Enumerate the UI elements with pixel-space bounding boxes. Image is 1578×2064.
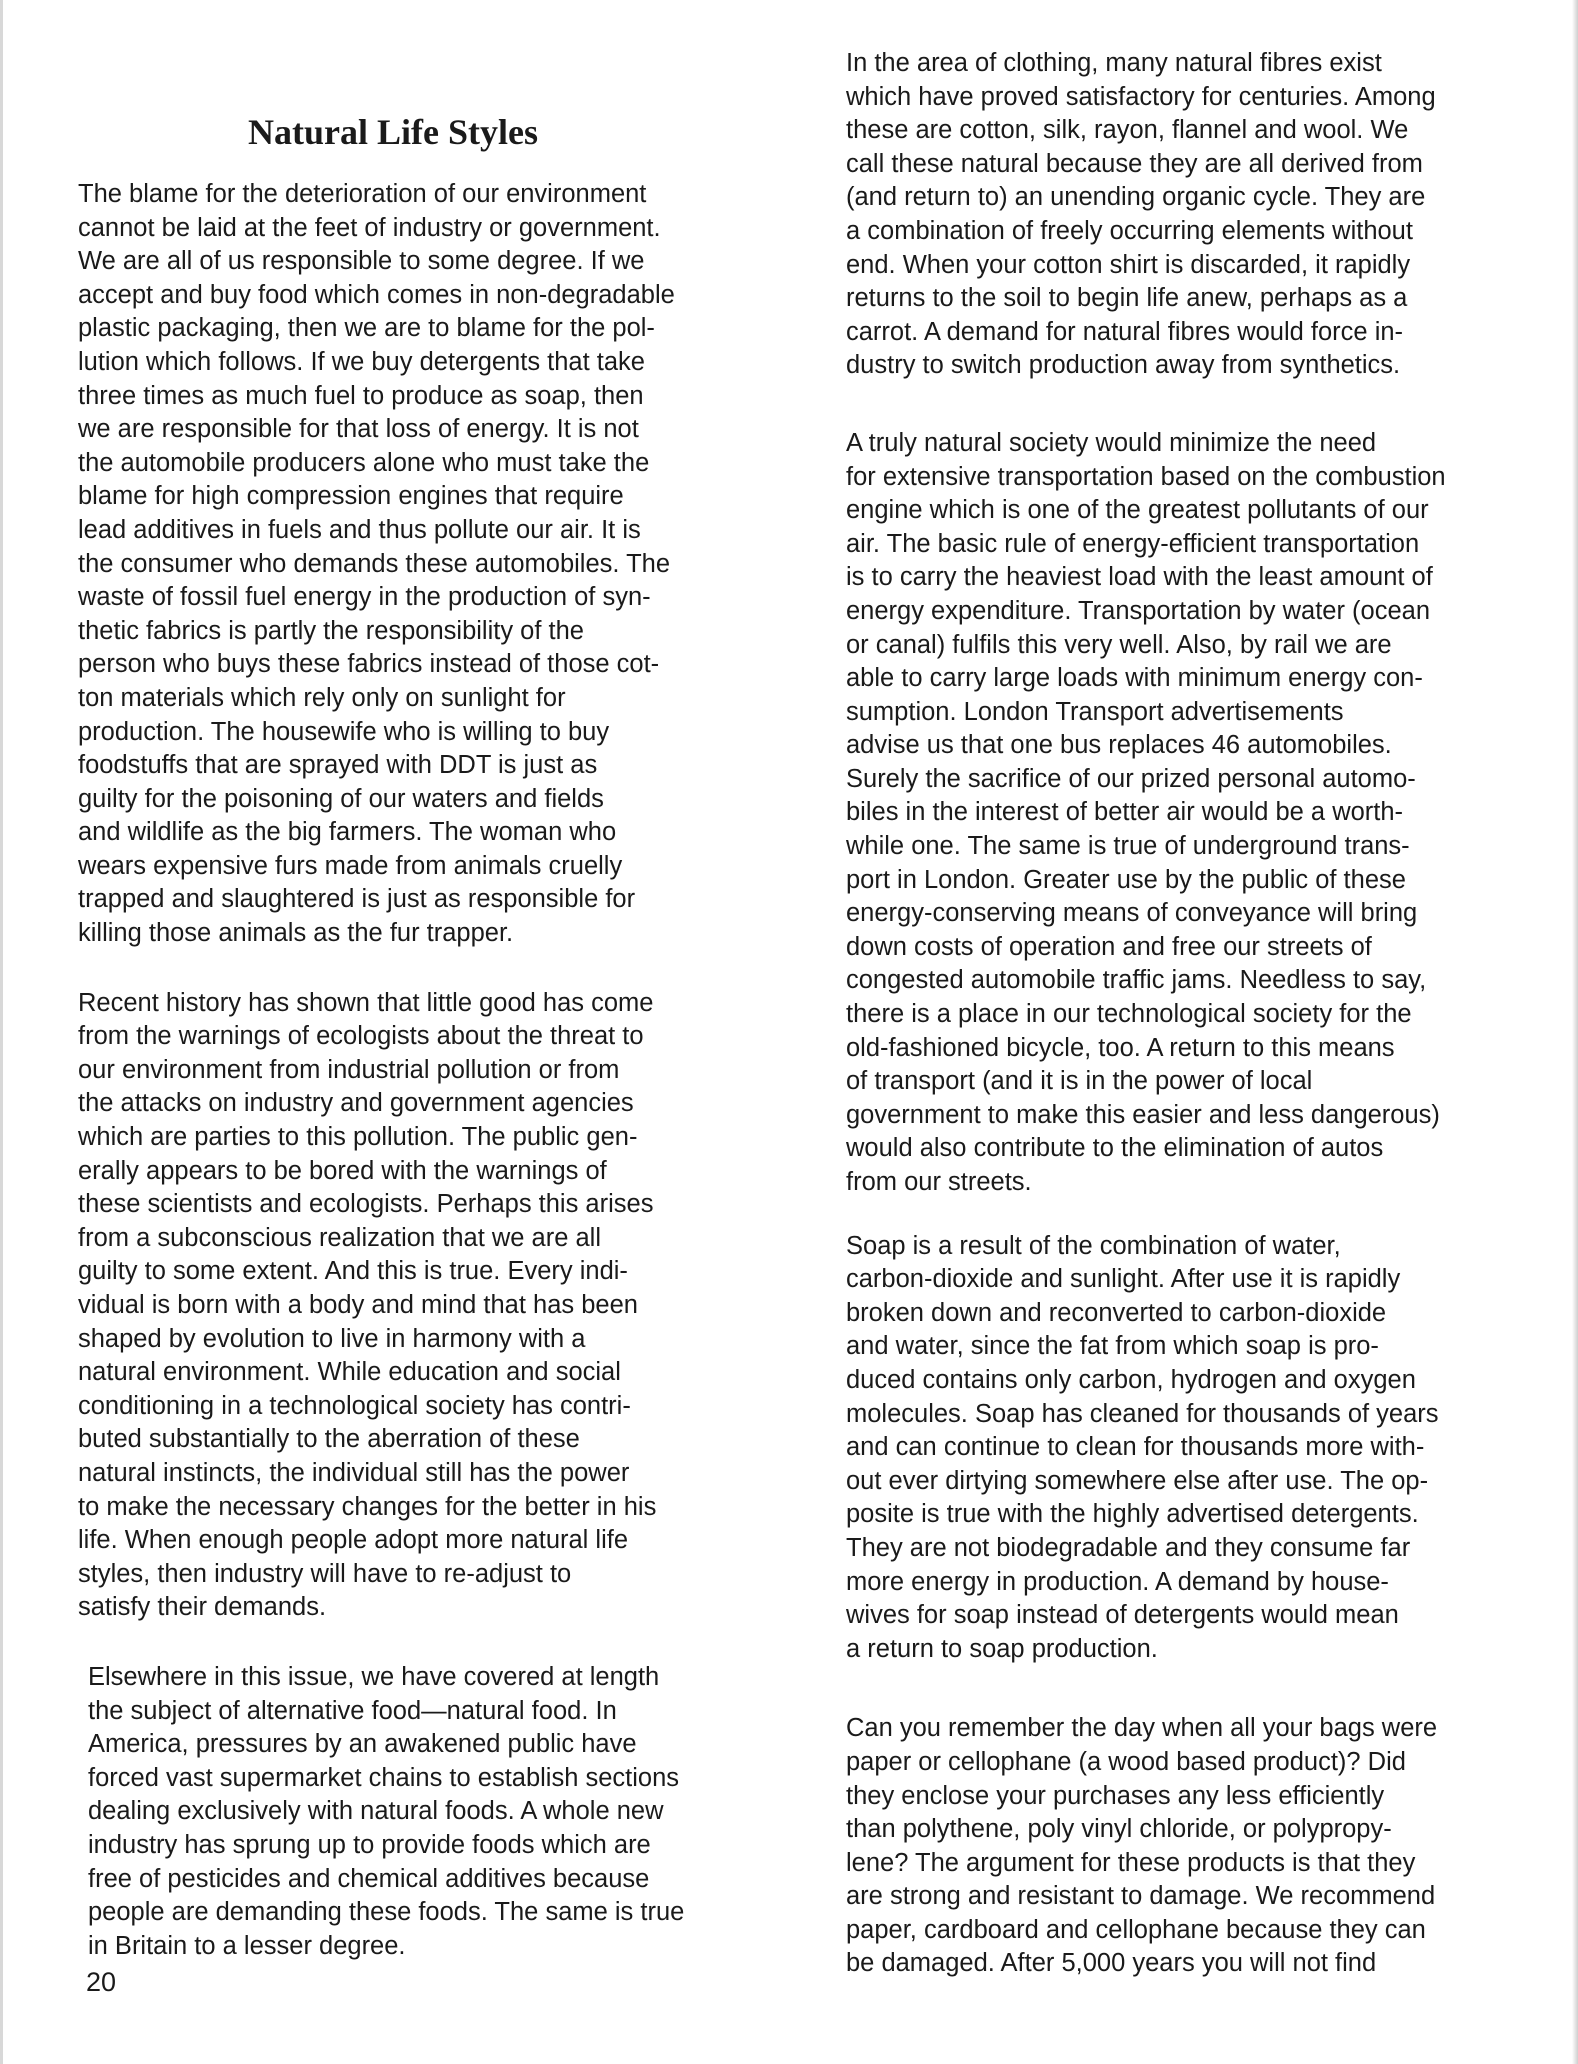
paragraph-soap: Soap is a result of the combination of water, carbon-dioxide and sunlight. After use it is rapidly broken down and reconverted to carbon-dioxide and water, since the fat from which soap is pro- duced contains only carbon, hydrogen and oxygen molecules. Soap has cleaned for thousands of years and can continue to clean for thousands more with- out ever dirtying somewhere else after use. The op- posite is true with the highly advertised detergents. They are not biodegradable and they consume far more energy in production. A demand by house- wives for soap instead of detergents would mean a return to soap production. <box>846 1231 1439 1663</box>
page-edge-left <box>0 0 3 2064</box>
paragraph-clothing: In the area of clothing, many natural fibres exist which have proved satisfactory for centuries. Among these are cotton, silk, rayon, flannel and wool. We call these natural because they are all derived from (and return to) an unending organic cycle. They are a combination of freely occurring elements without end. When your cotton shirt is discarded, it rapidly returns to the soil to begin life anew, perhaps as a carrot. A demand for natural fibres would force in- dustry to switch production away from synthetics. <box>846 49 1436 380</box>
page-number: 20 <box>86 1967 117 1997</box>
left-column <box>78 110 778 1963</box>
page-edge-right <box>1572 0 1578 2064</box>
article-title: Natural Life Styles <box>248 112 538 152</box>
paragraph-recent-history: Recent history has shown that little good has come from the warnings of ecologists about the threat to our environment from industrial pollution or from the attacks on industry and government agencies which are parties to this pollution. The public gen- erally appears to be bored with the warnings of these scientists and ecologists. Perhaps this arises from a subconscious realization that we are all guilty to some extent. And this is true. Every indi- vidual is born with a body and mind that has been shaped by evolution to live in harmony with a natural environment. While education and social conditioning in a technological society has contri- buted substantially to the aberration of these natural instincts, the individual still has the power to make the necessary changes for the better in his life. When enough people adopt more natural life styles, then industry will have to re-adjust to satisfy their demands. <box>78 988 657 1622</box>
paragraph-natural-food: Elsewhere in this issue, we have covered at length the subject of alternative food—natural food. In America, pressures by an awakened public have forced vast supermarket chains to establish sections dealing exclusively with natural foods. A whole new industry has sprung up to provide foods which are free of pesticides and chemical additives because people are demanding these foods. The same is true in Britain to a lesser degree. <box>88 1662 685 1960</box>
paragraph-bags: Can you remember the day when all your bags were paper or cellophane (a wood based product)? Did they enclose your purchases any less efficiently than polythene, poly vinyl chloride, or polypropy- lene? The argument for these products is that they are strong and resistant to damage. We recommend paper, cardboard and cellophane because they can be damaged. After 5,000 years you will not find <box>846 1714 1438 1978</box>
paragraph-transportation: A truly natural society would minimize the need for extensive transportation based on the combustion engine which is one of the greatest pollutants of our air. The basic rule of energy-efficient transportation is to carry the heaviest load with the least amount of energy expenditure. Transportation by water (ocean or canal) fulfils this very well. Also, by rail we are able to carry large loads with minimum energy con- sumption. London Transport advertisements advise us that one bus replaces 46 automobiles. Surely the sacrifice of our prized personal automo- biles in the interest of better air would be a worth- while one. The same is true of underground trans- port in London. Greater use by the public of these energy-conserving means of conveyance will bring down costs of operation and free our streets of congested automobile traffic jams. Needless to say, there is a place in our technological society for the old-fashioned bicycle, too. A return to this means of transport (and it is in the power of local government to make this easier and less dangerous) would also contribute to the elimination of autos from our streets. <box>846 428 1446 1196</box>
right-column <box>846 47 1546 1981</box>
paragraph-responsibility: The blame for the deterioration of our environment cannot be laid at the feet of industry or government. We are all of us responsible to some degree. If we accept and buy food which comes in non-degradable plastic packaging, then we are to blame for the pol- lution which follows. If we buy detergents that take three times as much fuel to produce as soap, then we are responsible for that loss of energy. It is not the automobile producers alone who must take the blame for high compression engines that require lead additives in fuels and thus pollute our air. It is the consumer who demands these automobiles. The waste of fossil fuel energy in the production of syn- thetic fabrics is partly the responsibility of the person who buys these fabrics instead of those cot- ton materials which rely only on sunlight for production. The housewife who is willing to buy foodstuffs that are sprayed with DDT is just as guilty for the poisoning of our waters and fields and wildlife as the big farmers. The woman who wears expensive furs made from animals cruelly trapped and slaughtered is just as responsible for killing those animals as the fur trapper. <box>78 180 675 948</box>
